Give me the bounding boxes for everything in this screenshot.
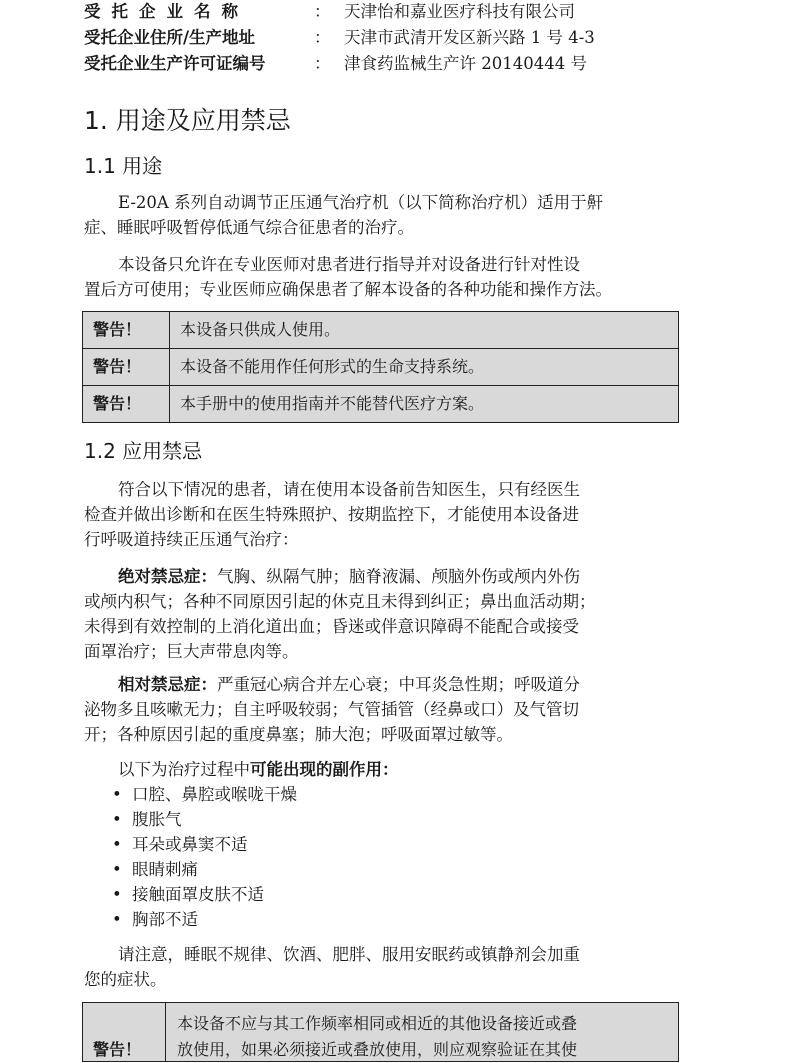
bullet-icon: • xyxy=(112,810,122,829)
text-line: 泌物多且咳嗽无力；自主呼吸较弱；气管插管（经鼻或口）及气管切 xyxy=(84,700,579,719)
list-item-text: 腹胀气 xyxy=(132,810,182,829)
warning-box-interference xyxy=(82,1002,679,1062)
warning-text: 本手册中的使用指南并不能替代医疗方案。 xyxy=(170,386,679,423)
list-item-text: 眼睛刺痛 xyxy=(132,860,198,879)
bullet-icon: • xyxy=(112,835,122,854)
text-line: 置后方可使用；专业医师应确保患者了解本设备的各种功能和操作方法。 xyxy=(84,280,612,299)
warning-row xyxy=(83,349,679,386)
list-item xyxy=(112,907,297,932)
info-value: 天津怡和嘉业医疗科技有限公司 xyxy=(344,2,575,21)
list-item-text: 胸部不适 xyxy=(132,910,198,929)
info-label: 受托企业名称 xyxy=(84,2,249,21)
warning-row xyxy=(83,386,679,423)
text-line: 本设备只允许在专业医师对患者进行指导并对设备进行针对性设 xyxy=(118,255,580,274)
side-effects-intro xyxy=(84,757,684,782)
text-line: 未得到有效控制的上消化道出血；昏迷或伴意识障碍不能配合或接受 xyxy=(84,617,579,636)
warning-label: 警告！ xyxy=(83,312,170,349)
absolute-contraindications-label: 绝对禁忌症： xyxy=(118,567,217,586)
list-item-text: 耳朵或鼻窦不适 xyxy=(132,835,248,854)
warning-label: 警告！ xyxy=(83,386,170,423)
warning-label: 警告！ xyxy=(83,349,170,386)
list-item xyxy=(112,857,297,882)
text-line: 面罩治疗；巨大声带息肉等。 xyxy=(84,642,299,661)
list-item-text: 接触面罩皮肤不适 xyxy=(132,885,264,904)
list-item-text: 口腔、鼻腔或喉咙干燥 xyxy=(132,785,297,804)
info-value: 天津市武清开发区新兴路 1 号 4-3 xyxy=(344,28,595,47)
text-line xyxy=(84,564,684,589)
section-heading-1-1: 1.1 用途 xyxy=(84,154,163,178)
text-line: 请注意，睡眠不规律、饮酒、肥胖、服用安眠药或镇静剂会加重 xyxy=(118,945,580,964)
list-item xyxy=(112,832,297,857)
warning-text xyxy=(177,1011,577,1063)
bullet-icon: • xyxy=(112,885,122,904)
text-line: 您的症状。 xyxy=(84,970,167,989)
info-colon: ： xyxy=(314,2,331,21)
info-colon: ： xyxy=(314,28,331,47)
text-line: 符合以下情况的患者，请在使用本设备前告知医生，只有经医生 xyxy=(118,480,580,499)
warning-text: 本设备不能用作任何形式的生命支持系统。 xyxy=(170,349,679,386)
relative-contraindications-label: 相对禁忌症： xyxy=(118,675,217,694)
text-line: 症、睡眠呼吸暂停低通气综合征患者的治疗。 xyxy=(84,218,414,237)
text-line: 行呼吸道持续正压通气治疗： xyxy=(84,530,299,549)
text-fragment: 气胸、纵隔气肿；脑脊液漏、颅脑外伤或颅内外伤 xyxy=(217,567,580,586)
list-item xyxy=(112,782,297,807)
text-fragment: 严重冠心病合并左心衰；中耳炎急性期；呼吸道分 xyxy=(217,675,580,694)
text-line: E-20A 系列自动调节正压通气治疗机（以下简称治疗机）适用于鼾 xyxy=(118,193,604,212)
lifestyle-note-paragraph xyxy=(84,942,684,992)
warning-text: 本设备只供成人使用。 xyxy=(170,312,679,349)
text-line xyxy=(84,672,684,697)
side-effects-list xyxy=(112,782,297,932)
operator-paragraph xyxy=(84,252,684,302)
warning-table xyxy=(82,311,679,423)
absolute-contraindications-paragraph xyxy=(84,564,684,664)
text-line: 放使用，如果必须接近或叠放使用，则应观察验证在其使 xyxy=(177,1040,578,1059)
info-label: 受托企业生产许可证编号 xyxy=(84,54,266,73)
list-item xyxy=(112,882,297,907)
text-line: 或颅内积气；各种不同原因引起的休克且未得到纠正；鼻出血活动期； xyxy=(84,592,596,611)
contraindication-intro-paragraph xyxy=(84,477,684,552)
warning-label: 警告！ xyxy=(93,1040,142,1059)
usage-paragraph xyxy=(84,190,684,240)
warning-divider xyxy=(165,1003,166,1061)
text-line: 开；各种原因引起的重度鼻塞；肺大泡；呼吸面罩过敏等。 xyxy=(84,725,513,744)
info-colon: ： xyxy=(314,54,331,73)
bullet-icon: • xyxy=(112,860,122,879)
text-fragment: 以下为治疗过程中 xyxy=(118,760,250,779)
list-item xyxy=(112,807,297,832)
bullet-icon: • xyxy=(112,910,122,929)
info-value: 津食药监械生产许 20140444 号 xyxy=(344,54,587,73)
relative-contraindications-paragraph xyxy=(84,672,684,747)
info-label: 受托企业住所/生产地址 xyxy=(84,28,256,47)
section-heading-1-2: 1.2 应用禁忌 xyxy=(84,439,203,463)
text-line: 检查并做出诊断和在医生特殊照护、按期监控下，才能使用本设备进 xyxy=(84,505,579,524)
side-effects-bold: 可能出现的副作用： xyxy=(250,760,399,779)
warning-row xyxy=(83,312,679,349)
text-line xyxy=(84,757,684,782)
section-heading-1: 1. 用途及应用禁忌 xyxy=(84,106,291,135)
bullet-icon: • xyxy=(112,785,122,804)
text-line: 本设备不应与其工作频率相同或相近的其他设备接近或叠 xyxy=(177,1014,578,1033)
